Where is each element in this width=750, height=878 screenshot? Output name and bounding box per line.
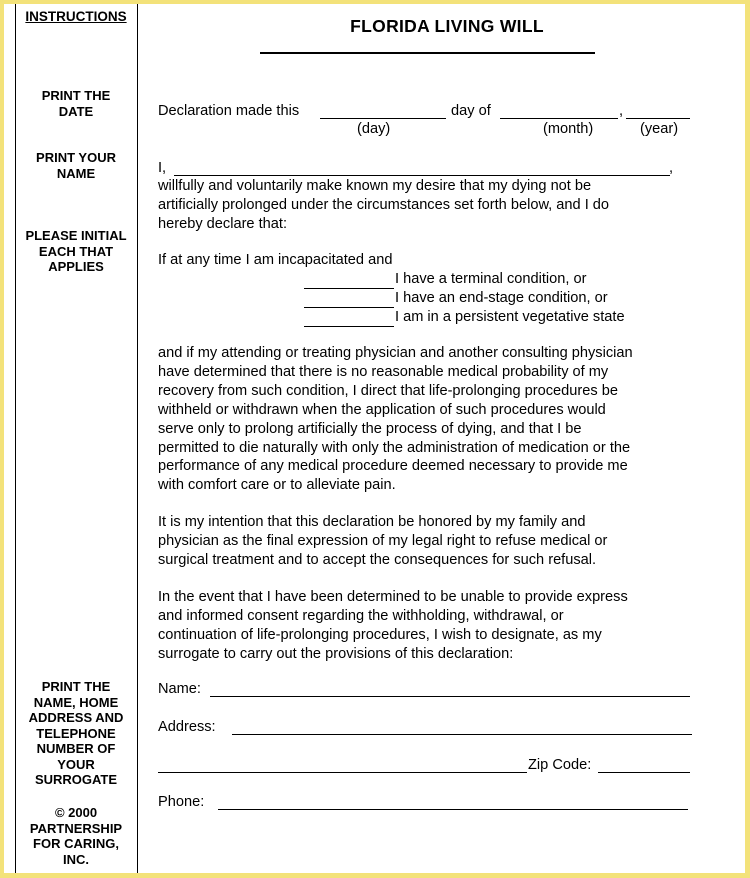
surrogate-name-label: Name: (158, 681, 201, 697)
declarant-suffix: , (669, 160, 674, 176)
title-rule (260, 52, 595, 54)
initial-terminal-field[interactable] (304, 288, 394, 289)
surrogate-zip-label: Zip Code: (528, 757, 592, 773)
declarant-prefix: I, (158, 160, 167, 176)
day-of-label: day of (451, 103, 491, 119)
day-caption: (day) (357, 121, 391, 137)
form-page (4, 4, 745, 873)
intention-paragraph: It is my intention that this declaration be honored by my family and physician as the final expression of my legal right to refuse medical or surgical treatment and to accept the consequences for such refusal. (158, 514, 608, 568)
date-comma: , (619, 103, 624, 119)
surrogate-phone-label: Phone: (158, 794, 205, 810)
instructions-sidebar (15, 4, 138, 873)
declarant-name-field[interactable] (174, 175, 670, 176)
declarant-statement: willfully and voluntarily make known my desire that my dying not be artificially prolonged under the circumstances set forth below, and I do hereby declare that: (158, 178, 610, 232)
day-field[interactable] (320, 118, 446, 119)
month-caption: (month) (543, 121, 594, 137)
condition-terminal: I have a terminal condition, or (395, 271, 587, 287)
date-instruction: PRINT THE DATE (41, 88, 111, 119)
condition-vegetative: I am in a persistent vegetative state (395, 309, 625, 325)
surrogate-phone-field[interactable] (218, 809, 688, 810)
copyright-notice: © 2000 PARTNERSHIP FOR CARING, INC. (29, 805, 123, 867)
condition-end-stage: I have an end-stage condition, or (395, 290, 608, 306)
surrogate-address-field[interactable] (232, 734, 692, 735)
instructions-header: INSTRUCTIONS (25, 9, 127, 24)
declaration-made-label: Declaration made this (158, 103, 300, 119)
surrogate-address-label: Address: (158, 719, 216, 735)
year-caption: (year) (640, 121, 679, 137)
surrogate-instruction: PRINT THE NAME, HOME ADDRESS AND TELEPHONE NUMBER OF YOUR SURROGATE (28, 679, 124, 787)
name-instruction: PRINT YOUR NAME (36, 150, 116, 181)
initial-instruction: PLEASE INITIAL EACH THAT APPLIES (25, 228, 127, 274)
year-field[interactable] (626, 118, 690, 119)
conditions-intro: If at any time I am incapacitated and (158, 252, 393, 268)
page-title: FLORIDA LIVING WILL (350, 16, 544, 36)
surrogate-name-field[interactable] (210, 696, 690, 697)
initial-vegetative-field[interactable] (304, 326, 394, 327)
surrogate-zip-field[interactable] (598, 772, 690, 773)
physician-paragraph: and if my attending or treating physician and another consulting physician have determined that there is no reasonable medical probability of my recovery from such condition, I direct that life-prolonging procedures be withheld or withdrawn when the application of such procedures would serve only to prolong artificially the process of dying, and that I be permitted to die naturally with only the administration of medication or the performance of any medical procedure deemed necessary to provide me with comfort care or to alleviate pain. (158, 345, 633, 494)
initial-end-stage-field[interactable] (304, 307, 394, 308)
surrogate-address-line-2-field[interactable] (158, 772, 527, 773)
surrogate-paragraph: In the event that I have been determined to be unable to provide express and informed consent regarding the withholding, withdrawal, or continuation of life-prolonging procedures, I wish to designate, as my surrogate to carry out the provisions of this declaration: (158, 589, 628, 662)
month-field[interactable] (500, 118, 618, 119)
